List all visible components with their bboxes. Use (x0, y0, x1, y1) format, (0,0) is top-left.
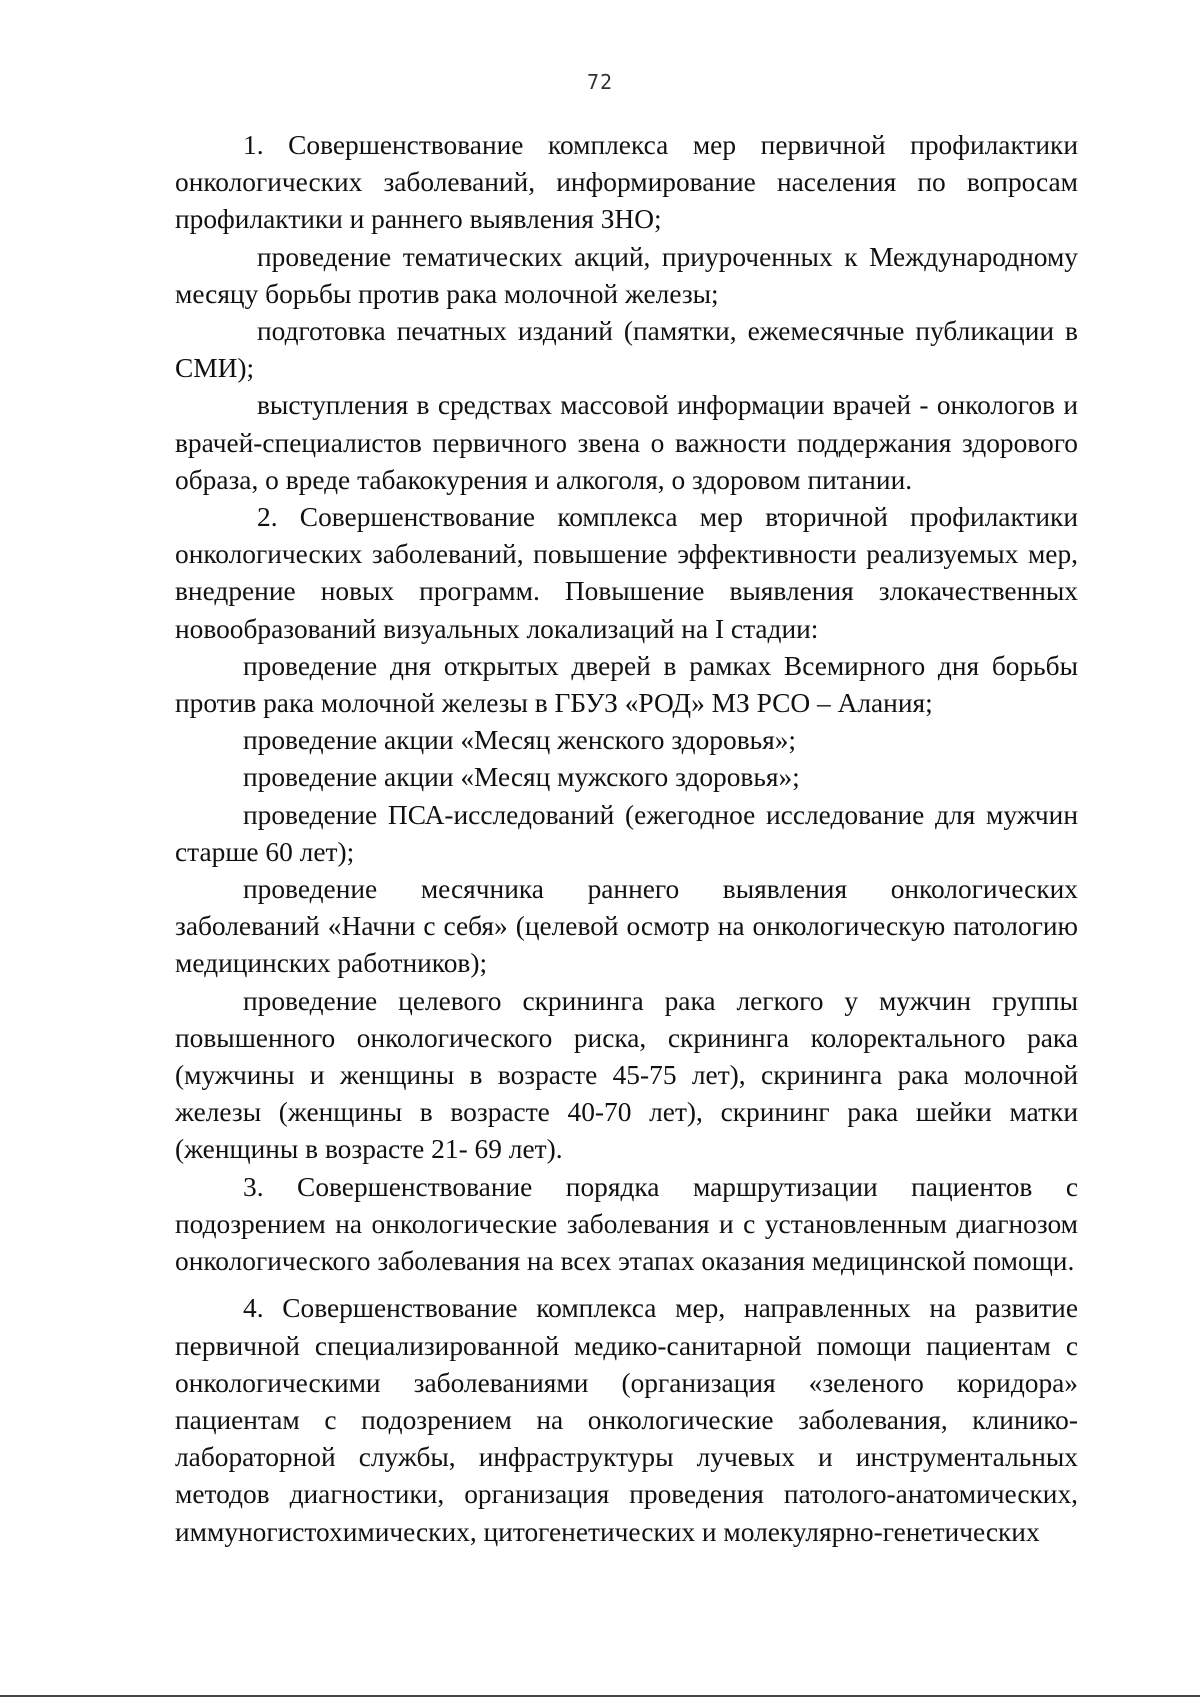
paragraph-printed-materials: подготовка печатных изданий (памятки, ежемесячные публикации в СМИ); (175, 316, 1078, 384)
page-number: 72 (586, 70, 614, 94)
paragraph-psa-research: проведение ПСА-исследований (ежегодное исследование для мужчин старше 60 лет); (175, 799, 1078, 867)
paragraph-mens-health-month: проведение акции «Месяц мужского здоровья»; (243, 762, 800, 793)
paragraph-media-appearances: выступления в средствах массовой информации врачей - онкологов и врачей-специалистов первичного звена о важности поддержания здорового образа, о вреде табакокурения и алкоголя, о здоровом питании. (175, 390, 1078, 495)
document-body (175, 127, 1078, 1551)
paragraph-3-patient-routing: 3. Совершенствование порядка маршрутизации пациентов с подозрением на онкологические заболевания и с установленным диагнозом онкологического заболевания на всех этапах оказания медицинской помощи. (175, 1171, 1078, 1277)
paragraph-womens-health-month: проведение акции «Месяц женского здоровья»; (243, 725, 797, 756)
paragraph-early-detection-month: проведение месячника раннего выявления онкологических заболеваний «Начни с себя» (целевой осмотр на онкологическую патологию медицинских работников); (175, 874, 1078, 979)
paragraph-2-secondary-prevention: 2. Совершенствование комплекса мер вторичной профилактики онкологических заболеваний, повышение эффективности реализуемых мер, внедрение новых программ. Повышение выявления злокачественных новообразований визуальных локализаций на I стадии: (175, 502, 1078, 644)
paragraph-1-primary-prevention: 1. Совершенствование комплекса мер первичной профилактики онкологических заболеваний, информирование населения по вопросам профилактики и раннего выявления ЗНО; (175, 130, 1078, 235)
paragraph-4-specialized-care: 4. Совершенствование комплекса мер, направленных на развитие первичной специализированной медико-санитарной помощи пациентам с онкологическими заболеваниями (организация «зеленого коридора» пациентам с подозрением на онкологические заболевания, клинико-лабораторной службы, инфраструктуры лучевых и инструментальных методов диагностики, организация проведения патолого-анатомических, иммуногистохимических, цитогенетических и молекулярно-генетических (175, 1293, 1078, 1547)
paragraph-targeted-screening: проведение целевого скрининга рака легкого у мужчин группы повышенного онкологического риска, скрининга колоректального рака (мужчины и женщины в возрасте 45-75 лет), скрининга рака молочной железы (женщины в возрасте 40-70 лет), скрининг рака шейки матки (женщины в возрасте 21- 69 лет). (175, 985, 1078, 1165)
paragraph-thematic-actions: проведение тематических акций, приуроченных к Международному месяцу борьбы против рака молочной железы; (175, 241, 1078, 309)
paragraph-open-doors-day: проведение дня открытых дверей в рамках Всемирного дня борьбы против рака молочной железы в ГБУЗ «РОД» МЗ РСО – Алания; (175, 650, 1078, 719)
